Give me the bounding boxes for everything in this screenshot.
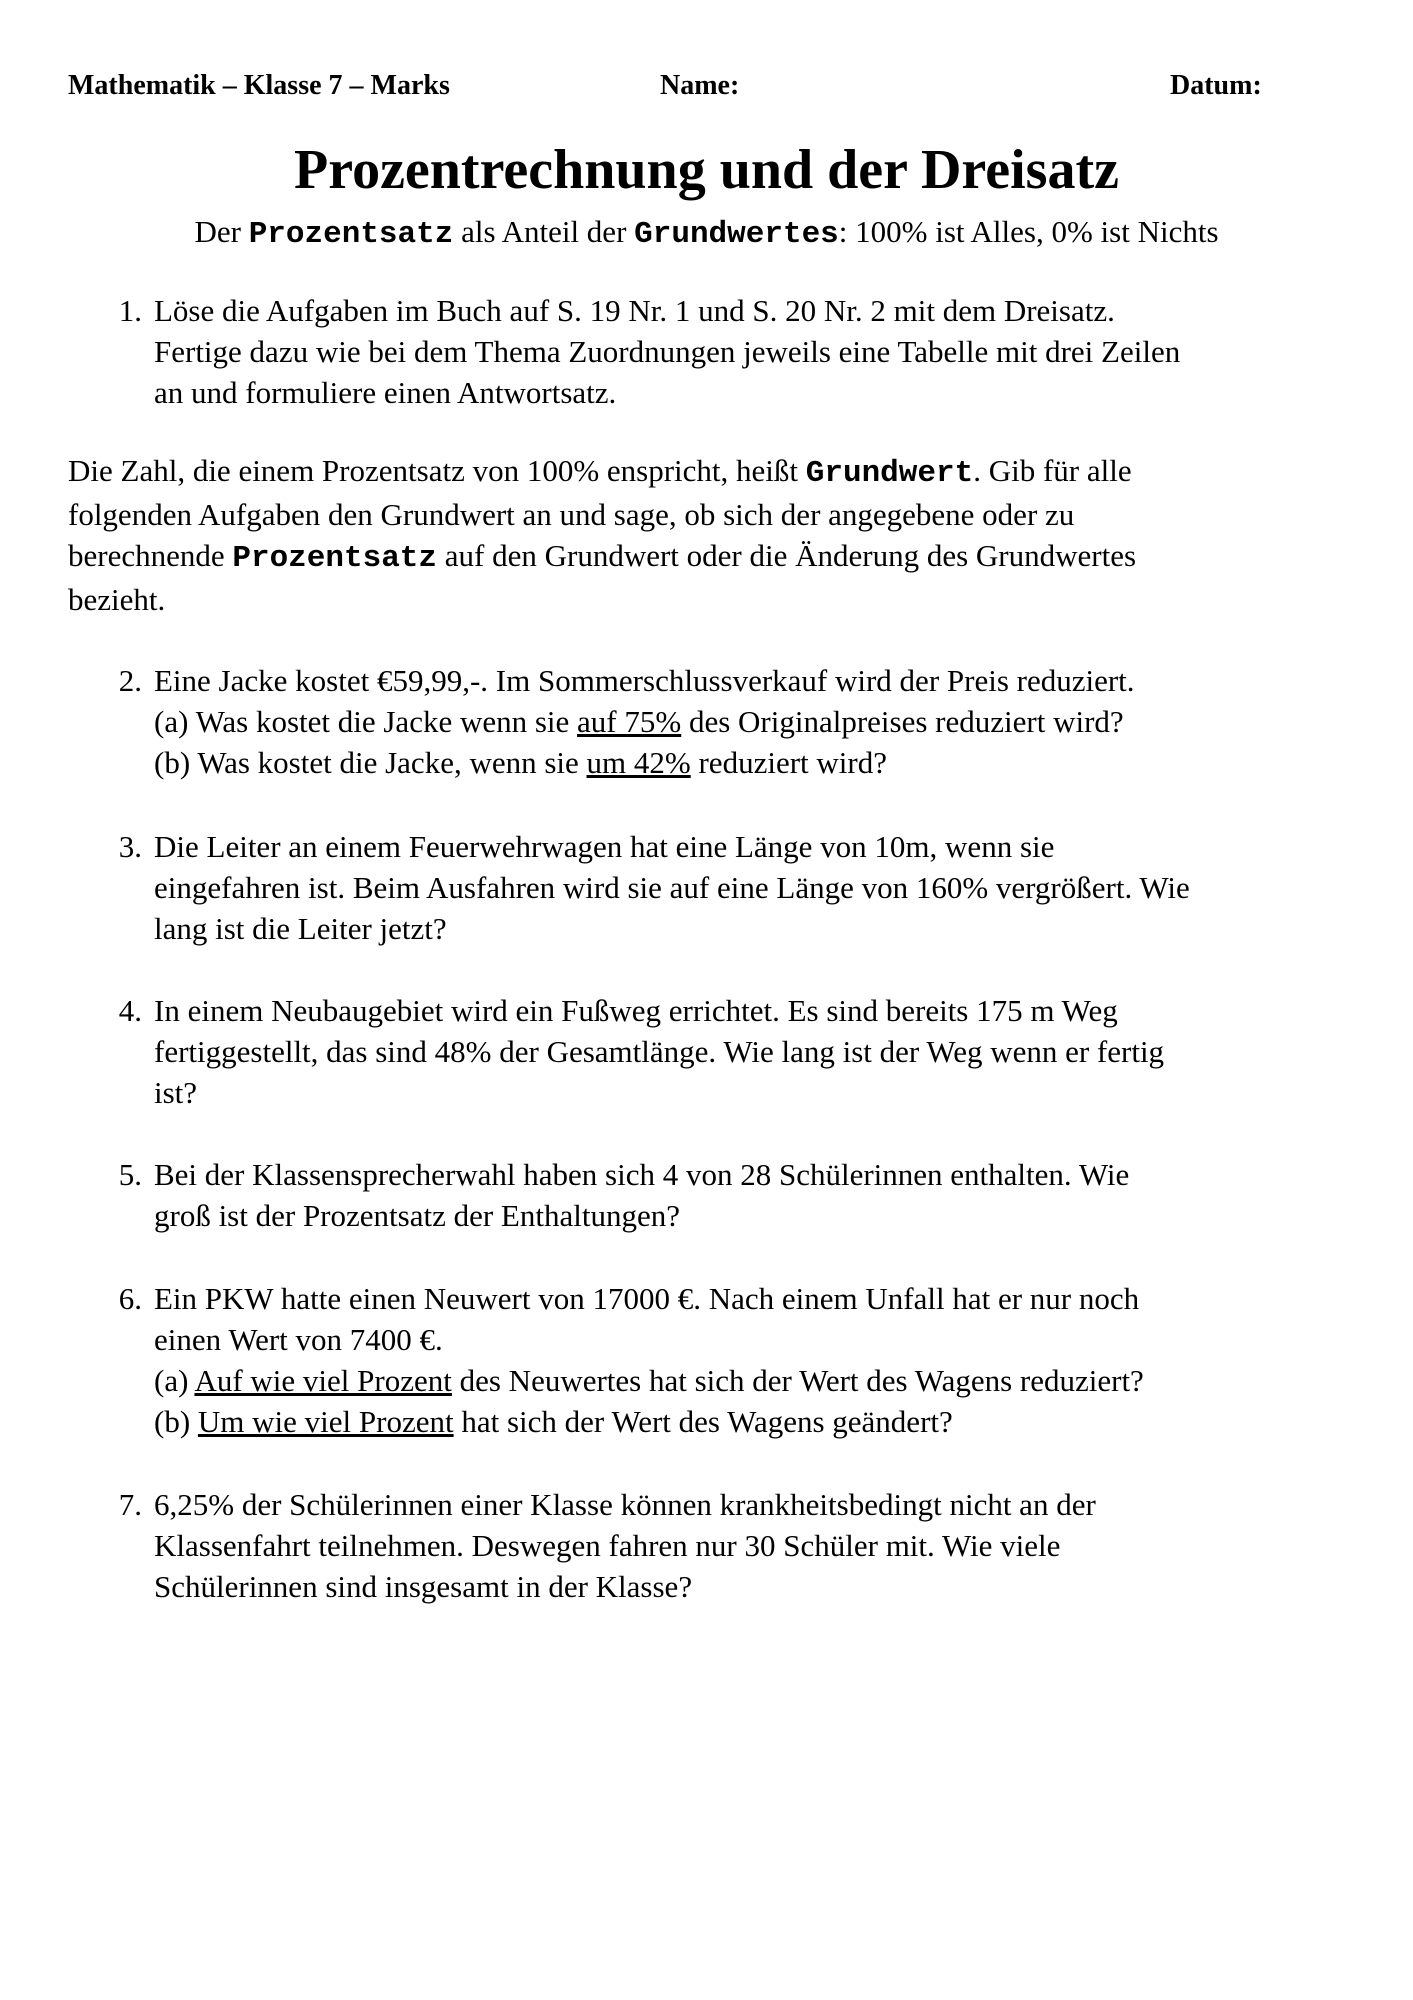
task-number: 2.: [118, 663, 142, 698]
underlined-phrase: Auf wie viel Prozent: [194, 1363, 452, 1398]
subquestion-text: reduziert wird?: [690, 745, 887, 780]
task-number: 5.: [118, 1157, 142, 1192]
underlined-phrase: um 42%: [586, 745, 691, 780]
task-subquestion-b: [154, 742, 1354, 783]
task-number: 6.: [118, 1281, 142, 1316]
intro-paragraph: [68, 450, 1358, 620]
task-content: [154, 1154, 1354, 1236]
name-label: Name:: [660, 70, 740, 101]
subquestion-text: hat sich der Wert des Wagens geändert?: [453, 1404, 953, 1439]
subquestion-text: des Originalpreises reduziert wird?: [681, 704, 1124, 739]
page-title: Prozentrechnung und der Dreisatz: [294, 139, 1119, 201]
task-line: Löse die Aufgaben im Buch auf S. 19 Nr. 1 und S. 20 Nr. 2 mit dem Dreisatz.: [154, 293, 1115, 328]
intro-text: . Gib für alle: [973, 453, 1132, 488]
task-subquestion-a: [154, 701, 1354, 742]
task-line: groß ist der Prozentsatz der Enthaltungen?: [154, 1198, 680, 1233]
task-line: lang ist die Leiter jetzt?: [154, 911, 447, 946]
intro-line: bezieht.: [68, 582, 166, 617]
underlined-phrase: auf 75%: [577, 704, 682, 739]
task-line: In einem Neubaugebiet wird ein Fußweg errichtet. Es sind bereits 175 m Weg: [154, 993, 1118, 1028]
task-content: [154, 660, 1354, 783]
task-content: [154, 290, 1354, 413]
intro-text: Die Zahl, die einem Prozentsatz von 100% enspricht, heißt: [68, 453, 806, 488]
page-subtitle: [0, 212, 1413, 255]
subquestion-text: des Neuwertes hat sich der Wert des Wagens reduziert?: [451, 1363, 1144, 1398]
task-number: 4.: [118, 993, 142, 1028]
task-line: an und formuliere einen Antwortsatz.: [154, 375, 617, 410]
task-line: Schülerinnen sind insgesamt in der Klasse?: [154, 1569, 693, 1604]
intro-text: berechnende: [68, 538, 233, 573]
task-content: [154, 990, 1354, 1113]
term-prozentsatz: Prozentsatz: [232, 541, 438, 576]
intro-line: [68, 450, 1358, 494]
task-content: [154, 1484, 1354, 1607]
date-label: Datum:: [1170, 70, 1262, 101]
term-prozentsatz: Prozentsatz: [248, 217, 454, 252]
task-content: [154, 1278, 1354, 1442]
task-content: [154, 826, 1354, 949]
task-line: Fertige dazu wie bei dem Thema Zuordnungen jeweils eine Tabelle mit drei Zeilen: [154, 334, 1181, 369]
task-subquestion-b: [154, 1401, 1354, 1442]
task-number: 1.: [118, 293, 142, 328]
task-line: Ein PKW hatte einen Neuwert von 17000 €. Nach einem Unfall hat er nur noch: [154, 1281, 1140, 1316]
intro-text: auf den Grundwert oder die Änderung des Grundwertes: [437, 538, 1137, 573]
subquestion-text: (b) Was kostet die Jacke, wenn sie: [154, 745, 587, 780]
worksheet-header: [68, 70, 1348, 110]
underlined-phrase: Um wie viel Prozent: [197, 1404, 454, 1439]
intro-line: [68, 535, 1358, 579]
task-line: eingefahren ist. Beim Ausfahren wird sie auf eine Länge von 160% vergrößert. Wie: [154, 870, 1190, 905]
task-line: Die Leiter an einem Feuerwehrwagen hat eine Länge von 10m, wenn sie: [154, 829, 1055, 864]
task-line: Bei der Klassensprecherwahl haben sich 4 von 28 Schülerinnen enthalten. Wie: [154, 1157, 1130, 1192]
task-number: 7.: [118, 1487, 142, 1522]
task-line: ist?: [154, 1075, 198, 1110]
task-subquestion-a: [154, 1360, 1354, 1401]
subquestion-text: (b): [154, 1404, 198, 1439]
task-line: fertiggestellt, das sind 48% der Gesamtlänge. Wie lang ist der Weg wenn er fertig: [154, 1034, 1165, 1069]
subquestion-text: (a): [154, 1363, 195, 1398]
task-number: 3.: [118, 829, 142, 864]
intro-line: folgenden Aufgaben den Grundwert an und sage, ob sich der angegebene oder zu: [68, 497, 1075, 532]
term-grundwertes: Grundwertes: [634, 217, 839, 252]
task-line: 6,25% der Schülerinnen einer Klasse können krankheitsbedingt nicht an der: [154, 1487, 1096, 1522]
course-label: Mathematik – Klasse 7 – Marks: [68, 70, 450, 101]
term-grundwert: Grundwert: [805, 456, 974, 491]
subtitle-text: als Anteil der: [453, 214, 635, 249]
subtitle-text: : 100% ist Alles, 0% ist Nichts: [838, 214, 1219, 249]
subquestion-text: (a) Was kostet die Jacke wenn sie: [154, 704, 578, 739]
task-line: Klassenfahrt teilnehmen. Deswegen fahren nur 30 Schüler mit. Wie viele: [154, 1528, 1061, 1563]
subtitle-text: Der: [194, 214, 249, 249]
task-line: Eine Jacke kostet €59,99,-. Im Sommerschlussverkauf wird der Preis reduziert.: [154, 663, 1135, 698]
task-line: einen Wert von 7400 €.: [154, 1322, 443, 1357]
